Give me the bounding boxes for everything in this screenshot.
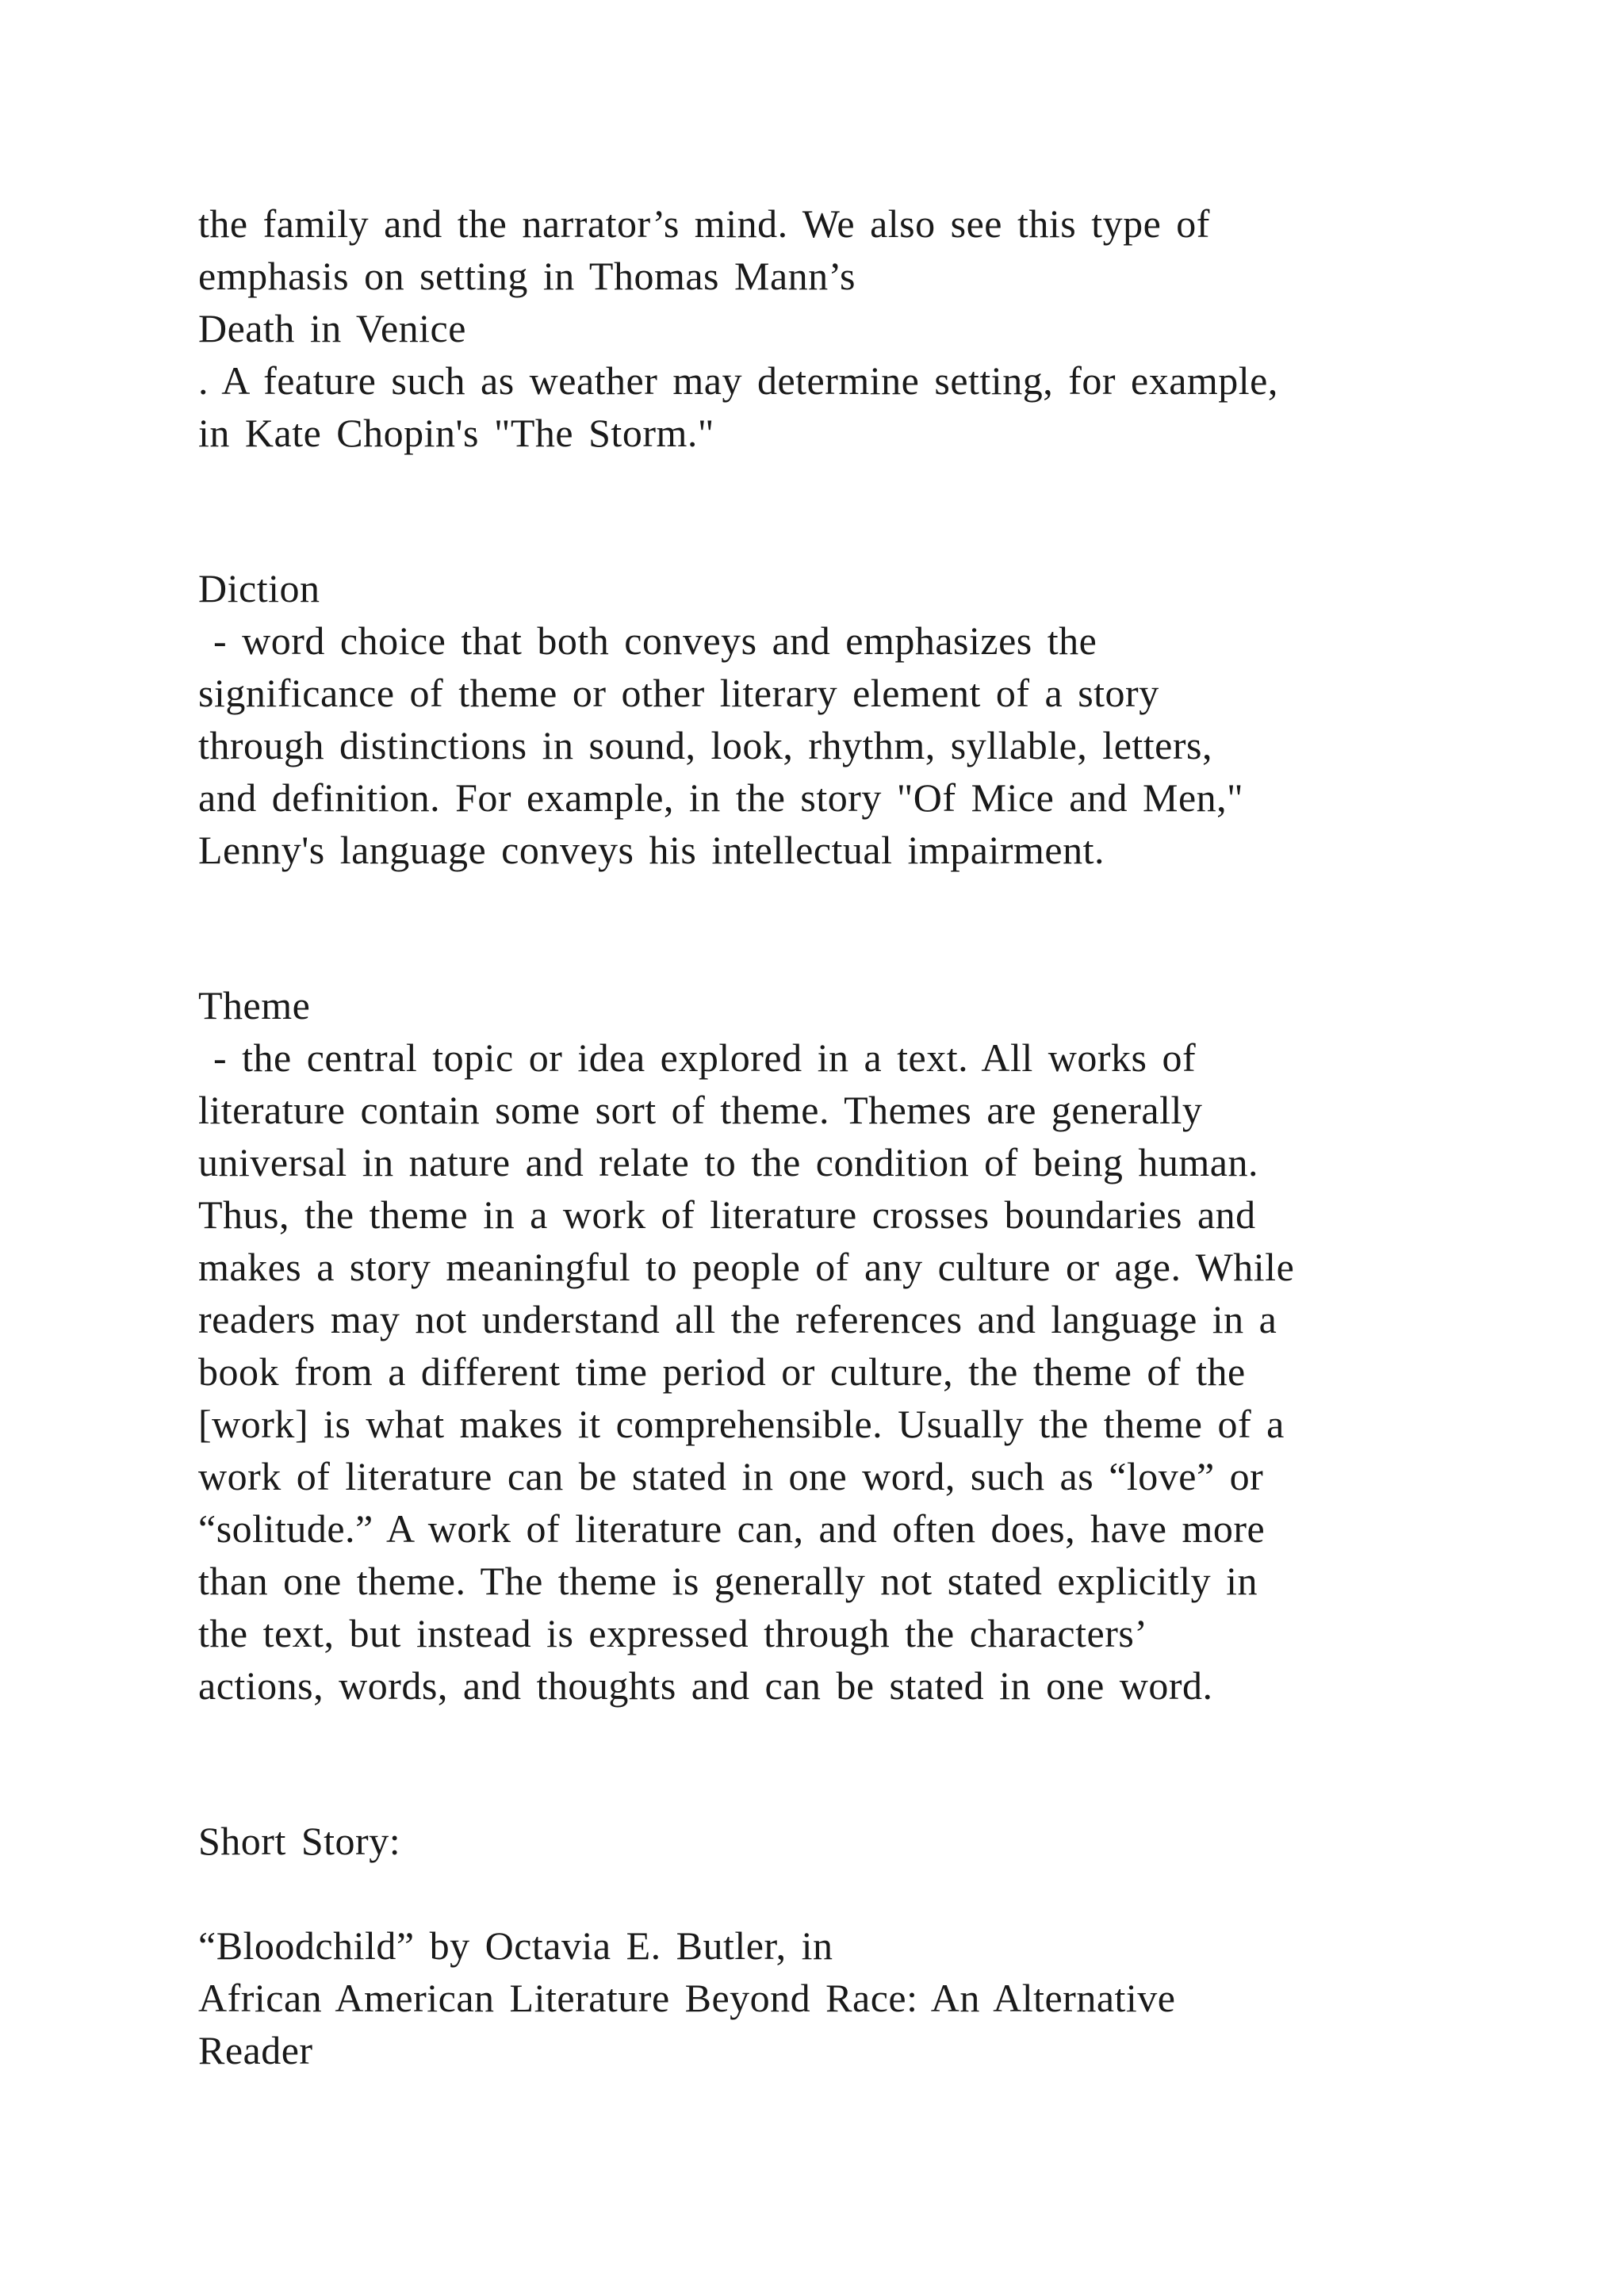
text-line-9: through distinctions in sound, look, rhythm, syllable, letters, — [198, 723, 1212, 767]
text-line-15: universal in nature and relate to the condition of being human. — [198, 1140, 1258, 1184]
text-line-8: significance of theme or other literary element of a story — [198, 671, 1159, 715]
text-line-1: the family and the narrator’s mind. We also see this type of — [198, 201, 1210, 246]
text-line-18: readers may not understand all the references and language in a — [198, 1297, 1277, 1341]
text-line-19: book from a different time period or culture, the theme of the — [198, 1349, 1246, 1394]
section-heading-short-story: Short Story: — [198, 1819, 401, 1863]
section-heading-theme: Theme — [198, 983, 311, 1027]
text-line-10: and definition. For example, in the story "Of Mice and Men," — [198, 775, 1244, 820]
text-line-5: in Kate Chopin's "The Storm." — [198, 411, 714, 455]
text-line-22: “solitude.” A work of literature can, and often does, have more — [198, 1506, 1266, 1551]
text-line-3: Death in Venice — [198, 306, 466, 350]
text-line-20: [work] is what makes it comprehensible. Usually the theme of a — [198, 1402, 1285, 1446]
text-line-14: literature contain some sort of theme. Themes are generally — [198, 1088, 1203, 1132]
text-line-29: Reader — [198, 2028, 313, 2072]
text-line-23: than one theme. The theme is generally not stated explicitly in — [198, 1559, 1258, 1603]
text-line-13: - the central topic or idea explored in a text. All works of — [198, 1035, 1197, 1080]
text-line-2: emphasis on setting in Thomas Mann’s — [198, 254, 856, 298]
text-line-24: the text, but instead is expressed through the characters’ — [198, 1611, 1148, 1655]
text-line-11: Lenny's language conveys his intellectual impairment. — [198, 828, 1105, 872]
text-line-17: makes a story meaningful to people of any culture or age. While — [198, 1245, 1295, 1289]
text-line-16: Thus, the theme in a work of literature crosses boundaries and — [198, 1192, 1256, 1237]
section-heading-diction: Diction — [198, 566, 320, 610]
text-line-28: African American Literature Beyond Race: An Alternative — [198, 1976, 1176, 2020]
text-line-7: - word choice that both conveys and emphasizes the — [198, 618, 1097, 663]
text-line-25: actions, words, and thoughts and can be stated in one word. — [198, 1663, 1213, 1708]
text-line-27: “Bloodchild” by Octavia E. Butler, in — [198, 1923, 833, 1968]
text-line-4: . A feature such as weather may determine setting, for example, — [198, 358, 1278, 403]
text-line-21: work of literature can be stated in one word, such as “love” or — [198, 1454, 1264, 1498]
